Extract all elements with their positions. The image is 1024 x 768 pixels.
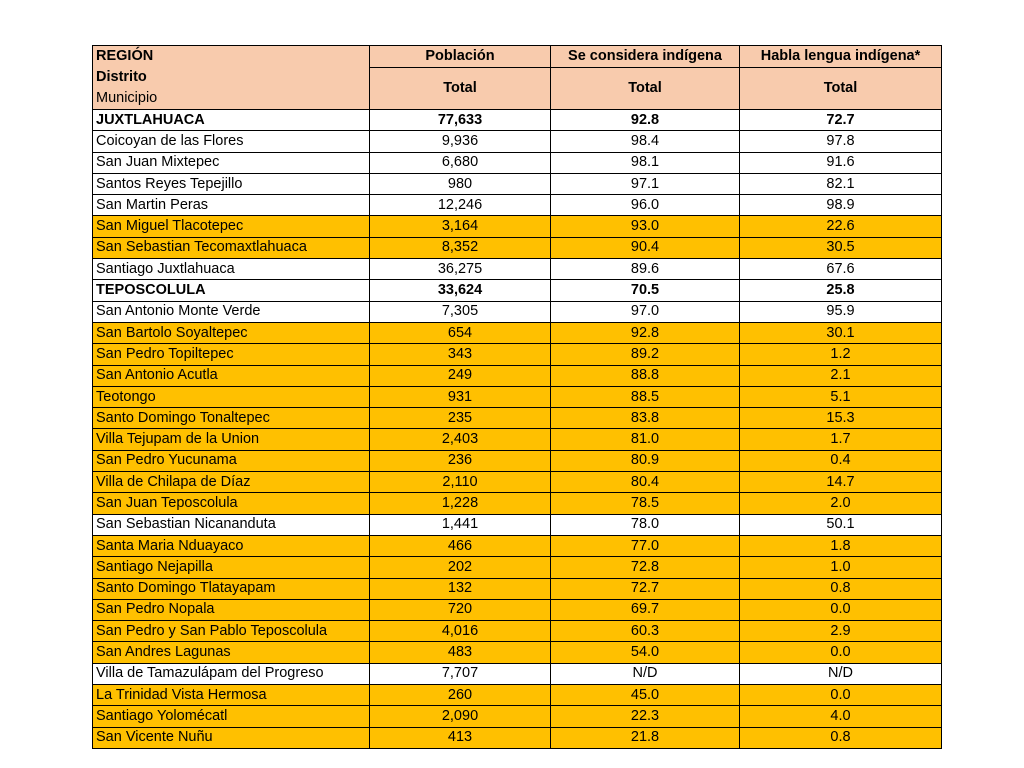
table-body xyxy=(93,110,942,749)
language-percent-cell: 0.4 xyxy=(740,450,942,471)
language-percent-cell: 15.3 xyxy=(740,408,942,429)
language-percent-cell: 5.1 xyxy=(740,386,942,407)
language-percent-cell: 1.7 xyxy=(740,429,942,450)
municipality-row xyxy=(93,599,942,620)
municipality-name-cell: Santos Reyes Tepejillo xyxy=(93,173,370,194)
indigenous-percent-cell: 78.0 xyxy=(551,514,740,535)
municipality-name-cell: TEPOSCOLULA xyxy=(93,280,370,301)
indigenous-percent-cell: 98.1 xyxy=(551,152,740,173)
municipality-row xyxy=(93,706,942,727)
region-label: REGIÓN xyxy=(96,48,154,64)
municipality-row xyxy=(93,727,942,748)
municipality-name-cell: Santiago Yolomécatl xyxy=(93,706,370,727)
municipality-row xyxy=(93,259,942,280)
population-cell: 1,228 xyxy=(370,493,551,514)
municipality-row xyxy=(93,152,942,173)
language-percent-cell: 0.0 xyxy=(740,685,942,706)
population-cell: 260 xyxy=(370,685,551,706)
population-cell: 236 xyxy=(370,450,551,471)
municipality-name-cell: Villa Tejupam de la Union xyxy=(93,429,370,450)
municipality-row xyxy=(93,514,942,535)
municipality-name-cell: San Martin Peras xyxy=(93,195,370,216)
indigenous-percent-cell: 80.4 xyxy=(551,472,740,493)
municipality-row xyxy=(93,173,942,194)
municipality-name-cell: San Pedro Yucunama xyxy=(93,450,370,471)
population-cell: 12,246 xyxy=(370,195,551,216)
population-cell: 343 xyxy=(370,344,551,365)
indigenous-percent-cell: 93.0 xyxy=(551,216,740,237)
municipality-row xyxy=(93,344,942,365)
population-cell: 77,633 xyxy=(370,110,551,131)
municipality-name-cell: Villa de Tamazulápam del Progreso xyxy=(93,663,370,684)
indigenous-percent-cell: 98.4 xyxy=(551,131,740,152)
language-percent-cell: 67.6 xyxy=(740,259,942,280)
language-percent-cell: 91.6 xyxy=(740,152,942,173)
indigena-total-header: Total xyxy=(551,67,740,109)
population-cell: 413 xyxy=(370,727,551,748)
district-row xyxy=(93,110,942,131)
indigenous-percent-cell: 77.0 xyxy=(551,535,740,556)
population-cell: 2,090 xyxy=(370,706,551,727)
indigenous-percent-cell: 80.9 xyxy=(551,450,740,471)
population-cell: 9,936 xyxy=(370,131,551,152)
indigenous-percent-cell: 83.8 xyxy=(551,408,740,429)
municipality-name-cell: Santiago Juxtlahuaca xyxy=(93,259,370,280)
population-cell: 654 xyxy=(370,322,551,343)
population-cell: 2,110 xyxy=(370,472,551,493)
municipality-name-cell: San Juan Teposcolula xyxy=(93,493,370,514)
indigenous-percent-cell: 88.5 xyxy=(551,386,740,407)
municipality-row xyxy=(93,365,942,386)
indigenous-percent-cell: 60.3 xyxy=(551,621,740,642)
indigenous-percent-cell: 54.0 xyxy=(551,642,740,663)
language-percent-cell: 30.1 xyxy=(740,322,942,343)
municipio-label: Municipio xyxy=(96,90,158,106)
municipality-name-cell: Santiago Nejapilla xyxy=(93,557,370,578)
poblacion-header: Población xyxy=(370,46,551,68)
population-cell: 8,352 xyxy=(370,237,551,258)
population-cell: 2,403 xyxy=(370,429,551,450)
municipality-row xyxy=(93,408,942,429)
municipality-name-cell: San Juan Mixtepec xyxy=(93,152,370,173)
indigenous-percent-cell: 92.8 xyxy=(551,110,740,131)
municipality-row xyxy=(93,450,942,471)
municipality-name-cell: San Antonio Monte Verde xyxy=(93,301,370,322)
population-cell: 6,680 xyxy=(370,152,551,173)
language-percent-cell: N/D xyxy=(740,663,942,684)
indigenous-percent-cell: 90.4 xyxy=(551,237,740,258)
population-table xyxy=(92,45,942,749)
municipality-name-cell: San Pedro Nopala xyxy=(93,599,370,620)
language-percent-cell: 98.9 xyxy=(740,195,942,216)
indigenous-percent-cell: 69.7 xyxy=(551,599,740,620)
language-percent-cell: 82.1 xyxy=(740,173,942,194)
municipality-name-cell: Santo Domingo Tlatayapam xyxy=(93,578,370,599)
indigenous-percent-cell: 81.0 xyxy=(551,429,740,450)
population-cell: 235 xyxy=(370,408,551,429)
language-percent-cell: 0.0 xyxy=(740,599,942,620)
indigenous-percent-cell: 70.5 xyxy=(551,280,740,301)
municipality-row xyxy=(93,642,942,663)
indigena-header: Se considera indígena xyxy=(551,46,740,68)
distrito-label: Distrito xyxy=(96,69,147,85)
municipality-name-cell: JUXTLAHUACA xyxy=(93,110,370,131)
municipality-row xyxy=(93,535,942,556)
language-percent-cell: 25.8 xyxy=(740,280,942,301)
indigenous-percent-cell: 92.8 xyxy=(551,322,740,343)
population-cell: 980 xyxy=(370,173,551,194)
district-row xyxy=(93,280,942,301)
lengua-total-header: Total xyxy=(740,67,942,109)
indigenous-percent-cell: 97.0 xyxy=(551,301,740,322)
municipality-name-cell: Coicoyan de las Flores xyxy=(93,131,370,152)
indigenous-percent-cell: 89.2 xyxy=(551,344,740,365)
municipality-row xyxy=(93,301,942,322)
municipality-row xyxy=(93,663,942,684)
indigenous-percent-cell: N/D xyxy=(551,663,740,684)
population-cell: 4,016 xyxy=(370,621,551,642)
indigenous-percent-cell: 96.0 xyxy=(551,195,740,216)
municipality-name-cell: Villa de Chilapa de Díaz xyxy=(93,472,370,493)
language-percent-cell: 2.9 xyxy=(740,621,942,642)
municipality-name-cell: San Miguel Tlacotepec xyxy=(93,216,370,237)
language-percent-cell: 2.1 xyxy=(740,365,942,386)
municipality-row xyxy=(93,429,942,450)
language-percent-cell: 4.0 xyxy=(740,706,942,727)
region-header-cell xyxy=(93,46,370,110)
indigenous-percent-cell: 97.1 xyxy=(551,173,740,194)
population-cell: 466 xyxy=(370,535,551,556)
municipality-name-cell: San Pedro y San Pablo Teposcolula xyxy=(93,621,370,642)
indigenous-percent-cell: 72.7 xyxy=(551,578,740,599)
language-percent-cell: 1.2 xyxy=(740,344,942,365)
language-percent-cell: 1.8 xyxy=(740,535,942,556)
population-cell: 483 xyxy=(370,642,551,663)
language-percent-cell: 0.0 xyxy=(740,642,942,663)
language-percent-cell: 30.5 xyxy=(740,237,942,258)
language-percent-cell: 97.8 xyxy=(740,131,942,152)
municipality-row xyxy=(93,131,942,152)
population-cell: 720 xyxy=(370,599,551,620)
municipality-row xyxy=(93,216,942,237)
municipality-name-cell: Santa Maria Nduayaco xyxy=(93,535,370,556)
municipality-name-cell: Santo Domingo Tonaltepec xyxy=(93,408,370,429)
language-percent-cell: 14.7 xyxy=(740,472,942,493)
municipality-row xyxy=(93,621,942,642)
municipality-name-cell: La Trinidad Vista Hermosa xyxy=(93,685,370,706)
population-cell: 931 xyxy=(370,386,551,407)
language-percent-cell: 22.6 xyxy=(740,216,942,237)
population-cell: 7,707 xyxy=(370,663,551,684)
municipality-row xyxy=(93,386,942,407)
population-cell: 3,164 xyxy=(370,216,551,237)
municipality-row xyxy=(93,237,942,258)
municipality-row xyxy=(93,578,942,599)
population-cell: 249 xyxy=(370,365,551,386)
municipality-row xyxy=(93,322,942,343)
language-percent-cell: 72.7 xyxy=(740,110,942,131)
indigenous-percent-cell: 22.3 xyxy=(551,706,740,727)
municipality-row xyxy=(93,685,942,706)
language-percent-cell: 95.9 xyxy=(740,301,942,322)
municipality-row xyxy=(93,195,942,216)
language-percent-cell: 0.8 xyxy=(740,578,942,599)
municipality-row xyxy=(93,472,942,493)
indigenous-percent-cell: 88.8 xyxy=(551,365,740,386)
population-cell: 1,441 xyxy=(370,514,551,535)
municipality-name-cell: Teotongo xyxy=(93,386,370,407)
population-cell: 33,624 xyxy=(370,280,551,301)
language-percent-cell: 2.0 xyxy=(740,493,942,514)
poblacion-total-header: Total xyxy=(370,67,551,109)
population-cell: 202 xyxy=(370,557,551,578)
municipality-name-cell: San Vicente Nuñu xyxy=(93,727,370,748)
municipality-row xyxy=(93,557,942,578)
municipality-name-cell: San Bartolo Soyaltepec xyxy=(93,322,370,343)
indigenous-percent-cell: 72.8 xyxy=(551,557,740,578)
language-percent-cell: 1.0 xyxy=(740,557,942,578)
population-cell: 7,305 xyxy=(370,301,551,322)
indigenous-percent-cell: 21.8 xyxy=(551,727,740,748)
municipality-name-cell: San Sebastian Nicananduta xyxy=(93,514,370,535)
language-percent-cell: 50.1 xyxy=(740,514,942,535)
population-cell: 36,275 xyxy=(370,259,551,280)
population-cell: 132 xyxy=(370,578,551,599)
municipality-name-cell: San Antonio Acutla xyxy=(93,365,370,386)
municipality-name-cell: San Pedro Topiltepec xyxy=(93,344,370,365)
municipality-row xyxy=(93,493,942,514)
municipality-name-cell: San Sebastian Tecomaxtlahuaca xyxy=(93,237,370,258)
language-percent-cell: 0.8 xyxy=(740,727,942,748)
municipality-name-cell: San Andres Lagunas xyxy=(93,642,370,663)
indigenous-percent-cell: 78.5 xyxy=(551,493,740,514)
lengua-header: Habla lengua indígena* xyxy=(740,46,942,68)
indigenous-percent-cell: 45.0 xyxy=(551,685,740,706)
indigenous-percent-cell: 89.6 xyxy=(551,259,740,280)
table-header xyxy=(93,46,942,110)
